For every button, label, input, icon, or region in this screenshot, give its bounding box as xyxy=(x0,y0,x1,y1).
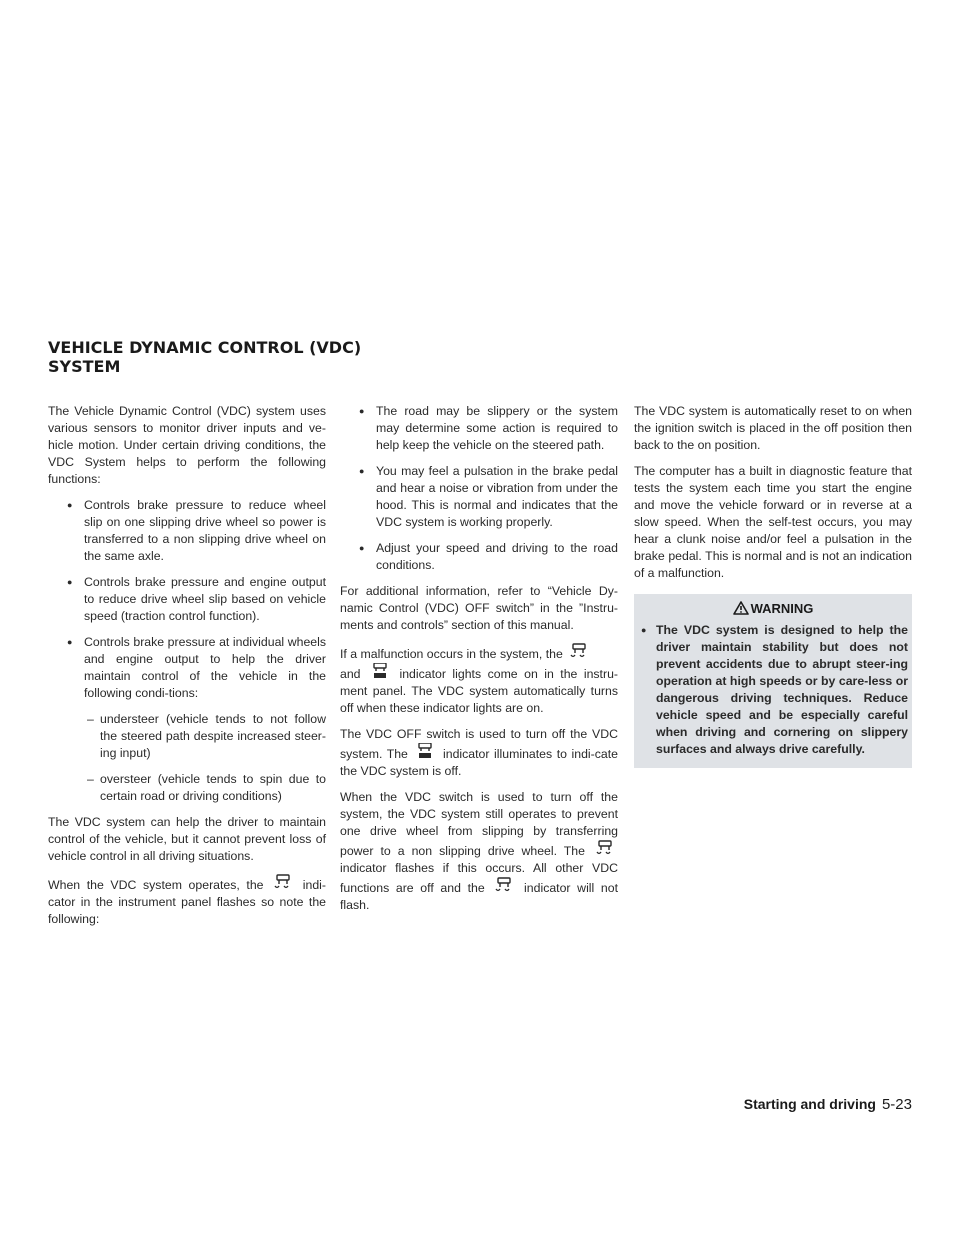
page-footer xyxy=(744,1095,912,1114)
warning-title-text: WARNING xyxy=(750,601,814,616)
column-1 xyxy=(48,403,326,937)
section-heading xyxy=(48,338,368,376)
page-number: 5-23 xyxy=(881,1096,912,1113)
notes-list xyxy=(340,403,618,574)
list-item: ● You may feel a pulsation in the brake pedal and hear a noise or vibration from under the hood. This is normal and indicates that the VDC system is working properly. xyxy=(340,463,618,531)
warning-item: ● The VDC system is designed to help the driver maintain stability but does not prevent accidents due to abrupt steer-ing operation at high speeds or by care-less or dangerous driving techniques. Reduce vehicle speed and be especially careful when driving and cornering on slippery surfaces and always drive carefully. xyxy=(634,622,912,758)
vdc-slip-indicator-icon xyxy=(493,877,515,893)
sublist-item: – oversteer (vehicle tends to spin due to certain road or driving conditions) xyxy=(48,771,326,805)
text-run: indicator will not flash. xyxy=(340,881,619,912)
list-item: ● Controls brake pressure to reduce wheel slip on one slipping drive wheel so power is transferred to a non slipping drive wheel on the same axle. xyxy=(48,497,326,565)
vdc-slip-indicator-icon xyxy=(568,643,590,659)
sublist-item: – understeer (vehicle tends to not follow the steered path despite increased steer-ing input) xyxy=(48,711,326,762)
text-run: If a malfunction occurs in the system, the xyxy=(340,647,563,661)
list-item: ● Adjust your speed and driving to the road conditions. xyxy=(340,540,618,574)
text-run: When the VDC switch is used to turn off the system, the VDC system still operates to prevent one drive wheel from slipping by transferring power to a non slipping drive wheel. The xyxy=(340,790,618,858)
heading-line-2: SYSTEM xyxy=(48,357,121,376)
list-item: ● Controls brake pressure and engine output to reduce drive wheel slip based on vehicle speed (traction control function). xyxy=(48,574,326,625)
condition-sublist xyxy=(48,711,326,805)
text-run: indicator lights come on in the instru-ment panel. The VDC system automatically turns off when these indicator lights are on. xyxy=(340,667,619,715)
column-3 xyxy=(634,403,912,768)
text-run: indicator flashes if this occurs. All other VDC functions are off and the xyxy=(340,861,618,895)
vdc-off-indicator-icon xyxy=(414,743,436,759)
text-run: and xyxy=(340,667,361,681)
paragraph: The computer has a built in diagnostic feature that tests the system each time you start the engine and move the vehicle forward or in reverse at a slow speed. When the self-test occurs, you may hear a clunk noise and/or feel a pulsation in the brake pedal. This is normal and is not an indication of a malfunction. xyxy=(634,464,912,580)
text-run: The VDC OFF switch is used to turn off the VDC system. The xyxy=(340,727,618,761)
paragraph xyxy=(340,789,618,914)
text-run: indi-cator in the instrument panel flashes so note the following: xyxy=(48,878,326,926)
warning-list xyxy=(634,622,912,758)
paragraph: The VDC system can help the driver to maintain control of the vehicle, but it cannot prevent loss of vehicle control in all driving situations. xyxy=(48,815,326,863)
warning-box xyxy=(634,594,912,768)
paragraph xyxy=(340,726,618,780)
paragraph: For additional information, refer to “Vehicle Dy-namic Control (VDC) OFF switch” in the ”Instru-ments and controls” section of this manual. xyxy=(340,584,618,632)
list-item: ● The road may be slippery or the system may determine some action is required to help keep the vehicle on the steered path. xyxy=(340,403,618,454)
list-item-text: Controls brake pressure at individual wheels and engine output to help the driver maintain control of the vehicle in the following condi-tions: xyxy=(84,635,326,700)
paragraph xyxy=(340,643,618,717)
text-run: indicator illuminates to indi-cate the VDC system is off. xyxy=(340,747,618,778)
warning-triangle-icon xyxy=(733,601,749,615)
functions-list xyxy=(48,497,326,805)
list-item xyxy=(48,634,326,805)
heading-line-1: VEHICLE DYNAMIC CONTROL (VDC) xyxy=(48,338,362,357)
paragraph: The VDC system is automatically reset to on when the ignition switch is placed in the off position then back to the on position. xyxy=(634,404,912,452)
intro-paragraph: The Vehicle Dynamic Control (VDC) system uses various sensors to monitor driver inputs and ve-hicle motion. Under certain driving conditions, the VDC System helps to perform the following functions: xyxy=(48,404,326,486)
vdc-off-indicator-icon xyxy=(369,663,391,679)
paragraph xyxy=(48,874,326,928)
text-run: When the VDC system operates, the xyxy=(48,878,264,892)
footer-section-title: Starting and driving xyxy=(743,1096,876,1112)
vdc-slip-indicator-icon xyxy=(594,840,616,856)
column-2 xyxy=(340,403,618,923)
vdc-slip-indicator-icon xyxy=(272,874,294,890)
warning-title xyxy=(634,600,912,618)
